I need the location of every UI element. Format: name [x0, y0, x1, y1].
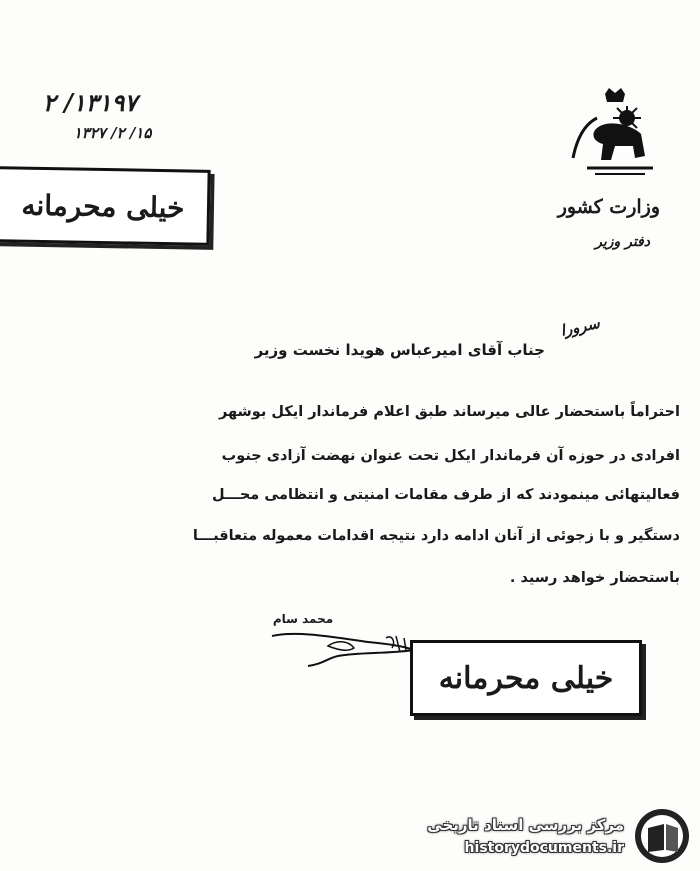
archive-logo-icon [634, 808, 690, 864]
confidential-stamp-bottom [410, 640, 642, 716]
confidential-stamp-top [0, 166, 211, 246]
handwritten-salutation: سرورا [558, 313, 602, 340]
body-line-5: باستحضار خواهد رسید . [509, 570, 680, 586]
recipient-line: جناب آقای امیرعباس هویدا نخست وزیر [254, 341, 545, 359]
handwritten-signature-icon [268, 628, 418, 673]
stamp-top-text: خیلی محرمانه [21, 188, 185, 224]
reference-date: ۱۵/ ۲/ ۱۳۲۷ [73, 124, 152, 142]
body-line-1: احتراماً باستحضار عالی میرساند طبق اعلام فرماندار ایکل بوشهر [218, 404, 680, 420]
signer-name: محمد سام [272, 612, 334, 626]
office-name: دفتر وزیر [595, 234, 650, 250]
lion-and-sun-emblem-icon [565, 88, 665, 188]
ministry-name: وزارت کشور [557, 196, 660, 218]
body-line-4: دستگیر و با زجوئی از آنان ادامه دارد نتیجه اقدامات معموله متعاقبـــا [192, 528, 680, 544]
archive-name: مرکز بررسی اسناد تاریخی [427, 816, 624, 834]
stamp-bottom-text: خیلی محرمانه [438, 660, 614, 696]
reference-number: ۱۳۱۹۷/ ۲ [42, 88, 138, 117]
body-line-3: فعالیتهائی مینمودند که از طرف مقامات امنیتی و انتظامی محـــل [212, 487, 680, 503]
body-line-2: افرادی در حوزه آن فرماندار ایکل تحت عنوان نهضت آزادی جنوب [221, 448, 680, 464]
archive-watermark [400, 808, 690, 868]
archive-website: historydocuments.ir [464, 840, 624, 856]
